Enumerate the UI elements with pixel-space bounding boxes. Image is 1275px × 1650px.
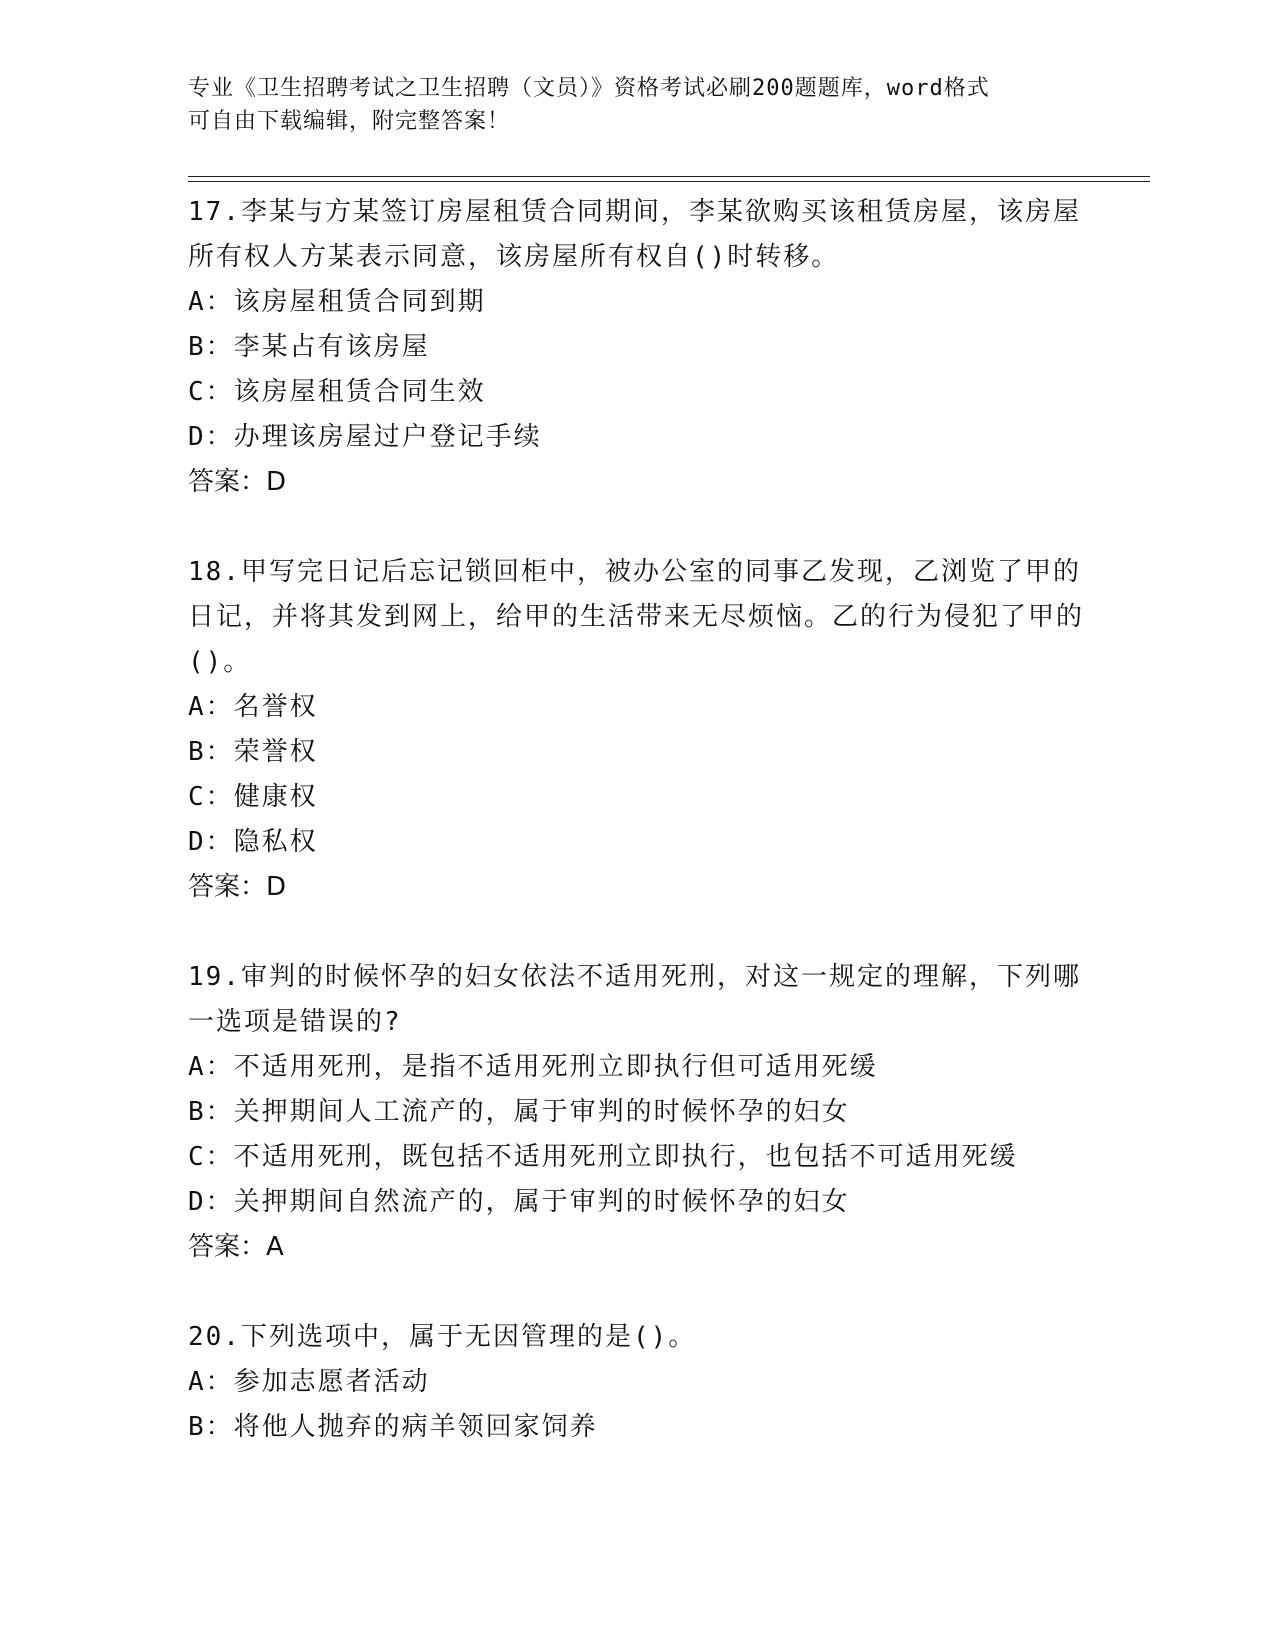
question-20 [188,1315,1088,1450]
question-17 [188,190,1088,505]
question-text: 17.李某与方某签订房屋租赁合同期间，李某欲购买该租赁房屋，该房屋所有权人方某表示同意，该房屋所有权自()时转移。 [188,197,1081,272]
option-d: D：关押期间自然流产的，属于审判的时候怀孕的妇女 [188,1187,850,1217]
option-c: C：健康权 [188,782,318,812]
option-c: C：不适用死刑，既包括不适用死刑立即执行，也包括不可适用死缓 [188,1142,1018,1172]
option-c: C：该房屋租赁合同生效 [188,377,486,407]
question-list [188,190,1088,1495]
question-18 [188,550,1088,910]
header-line-2: 可自由下载编辑，附完整答案！ [188,109,511,134]
option-b: B：将他人抛弃的病羊领回家饲养 [188,1412,598,1442]
option-a: A：不适用死刑，是指不适用死刑立即执行但可适用死缓 [188,1052,878,1082]
header-divider-top [188,176,1150,177]
answer: 答案：D [188,872,287,902]
option-a: A：该房屋租赁合同到期 [188,287,486,317]
option-b: B：关押期间人工流产的，属于审判的时候怀孕的妇女 [188,1097,850,1127]
answer: 答案：A [188,1232,284,1262]
document-header [188,72,1068,138]
header-divider-bottom [188,181,1150,182]
question-text: 20.下列选项中，属于无因管理的是()。 [188,1322,697,1352]
question-19 [188,955,1088,1270]
option-b: B：李某占有该房屋 [188,332,430,362]
option-d: D：办理该房屋过户登记手续 [188,422,542,452]
option-b: B：荣誉权 [188,737,318,767]
question-text: 18.甲写完日记后忘记锁回柜中，被办公室的同事乙发现，乙浏览了甲的日记，并将其发到网上，给甲的生活带来无尽烦恼。乙的行为侵犯了甲的()。 [188,557,1085,677]
header-line-1: 专业《卫生招聘考试之卫生招聘（文员）》资格考试必刷200题题库，word格式 [188,76,990,101]
option-a: A：参加志愿者活动 [188,1367,430,1397]
option-a: A：名誉权 [188,692,318,722]
answer: 答案：D [188,467,287,497]
question-text: 19.审判的时候怀孕的妇女依法不适用死刑，对这一规定的理解，下列哪一选项是错误的? [188,962,1081,1037]
option-d: D：隐私权 [188,827,318,857]
